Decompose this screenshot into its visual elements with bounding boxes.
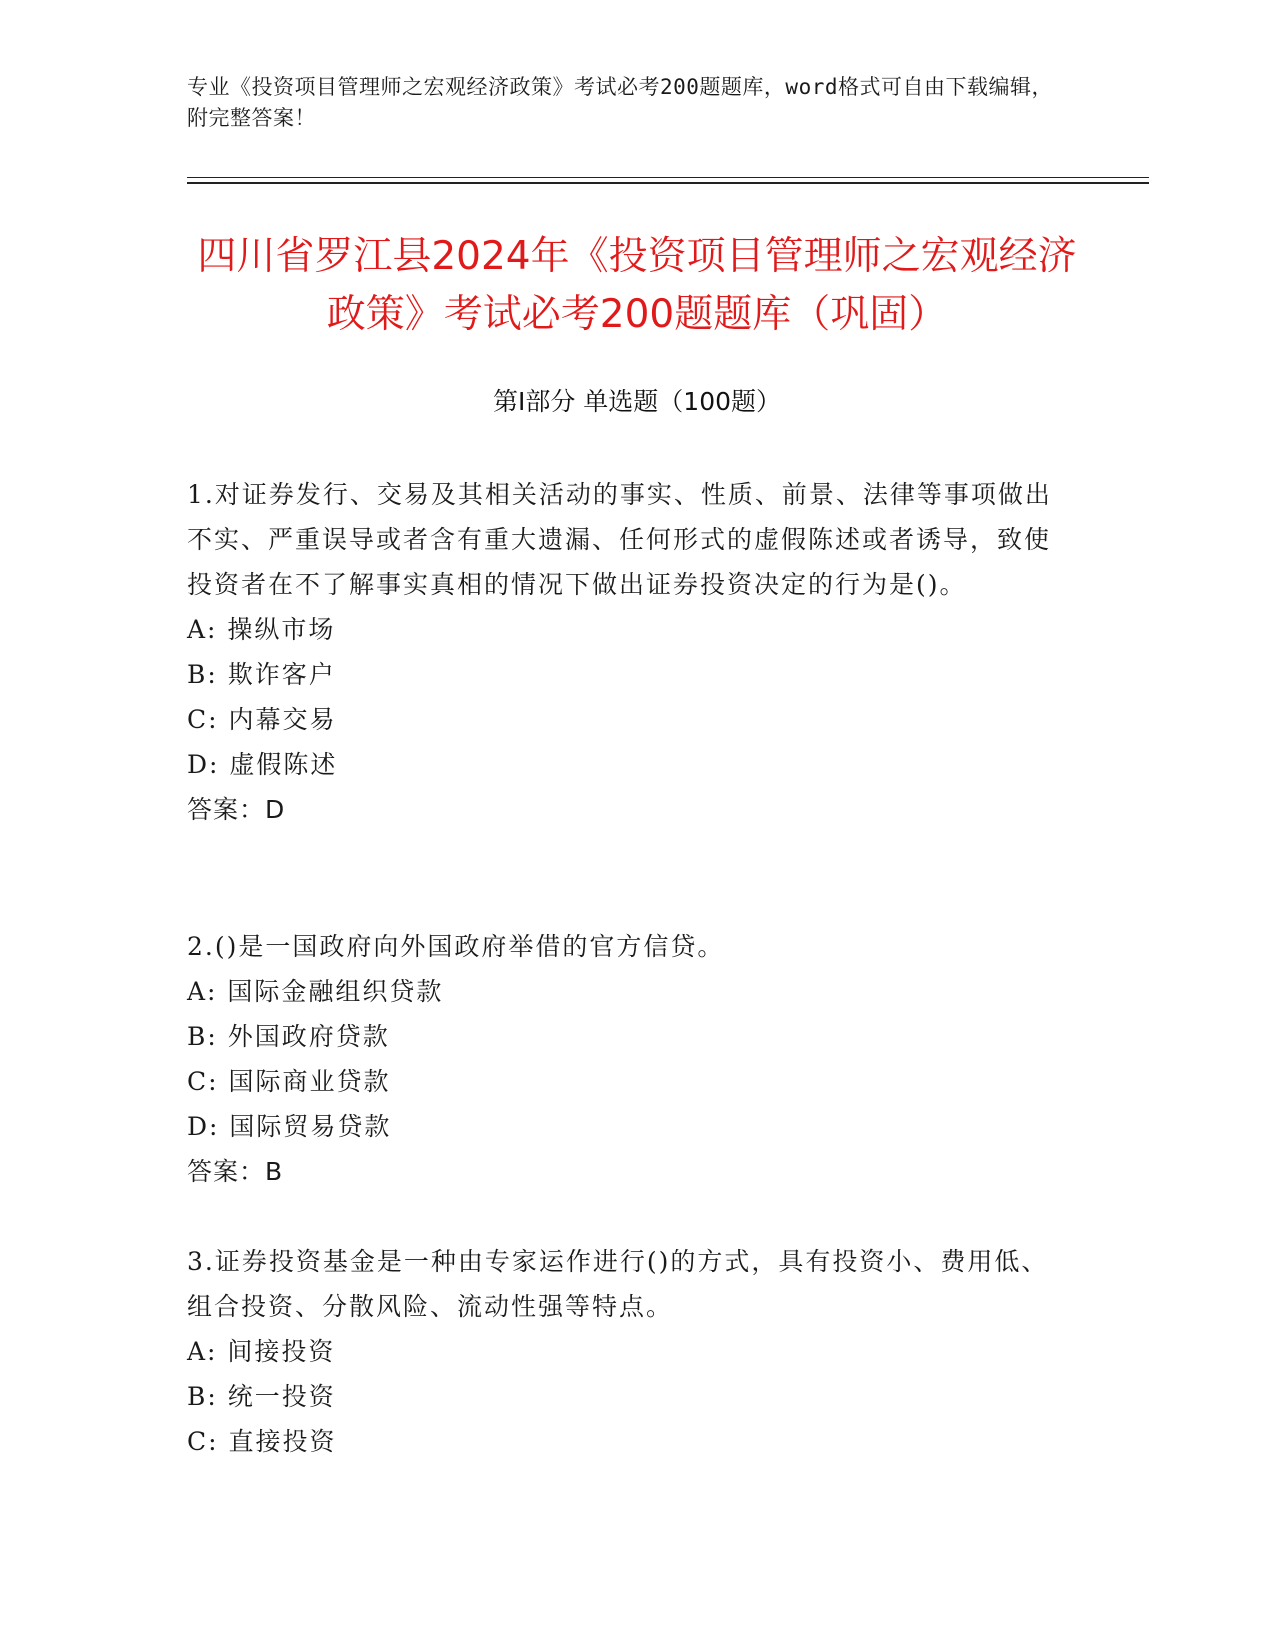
header-divider-thin (187, 177, 1149, 178)
option-d: D: 虚假陈述 (187, 750, 338, 779)
question-stem: 1.对证券发行、交易及其相关活动的事实、性质、前景、法律等事项做出不实、严重误导或者含有重大遗漏、任何形式的虚假陈述或者诱导，致使投资者在不了解事实真相的情况下做出证券投资决定的行为是()。 (187, 480, 1052, 599)
section-heading: 第I部分 单选题（100题） (492, 387, 782, 416)
option-a: A: 间接投资 (187, 1337, 336, 1366)
option-b: B: 统一投资 (187, 1382, 336, 1411)
document-title: 四川省罗江县2024年《投资项目管理师之宏观经济政策》考试必考200题题库（巩固） (197, 234, 1077, 337)
option-b: B: 外国政府贷款 (187, 1022, 390, 1051)
option-b: B: 欺诈客户 (187, 660, 336, 689)
question-stem: 3.证券投资基金是一种由专家运作进行()的方式，具有投资小、费用低、组合投资、分散风险、流动性强等特点。 (187, 1247, 1049, 1321)
header-divider-thick (187, 182, 1149, 184)
header-note: 专业《投资项目管理师之宏观经济政策》考试必考200题题库，word格式可自由下载编辑，附完整答案！ (187, 75, 1053, 130)
answer: 答案：B (187, 1157, 284, 1186)
question-stem: 2.()是一国政府向外国政府举借的官方信贷。 (187, 932, 725, 961)
answer: 答案：D (187, 795, 286, 824)
question-1 (187, 472, 1067, 832)
option-d: D: 国际贸易贷款 (187, 1112, 392, 1141)
question-2 (187, 924, 1067, 1194)
option-c: C: 国际商业贷款 (187, 1067, 391, 1096)
option-a: A: 国际金融组织贷款 (187, 977, 444, 1006)
option-c: C: 内幕交易 (187, 705, 337, 734)
question-3 (187, 1239, 1067, 1464)
option-c: C: 直接投资 (187, 1427, 337, 1456)
option-a: A: 操纵市场 (187, 615, 336, 644)
